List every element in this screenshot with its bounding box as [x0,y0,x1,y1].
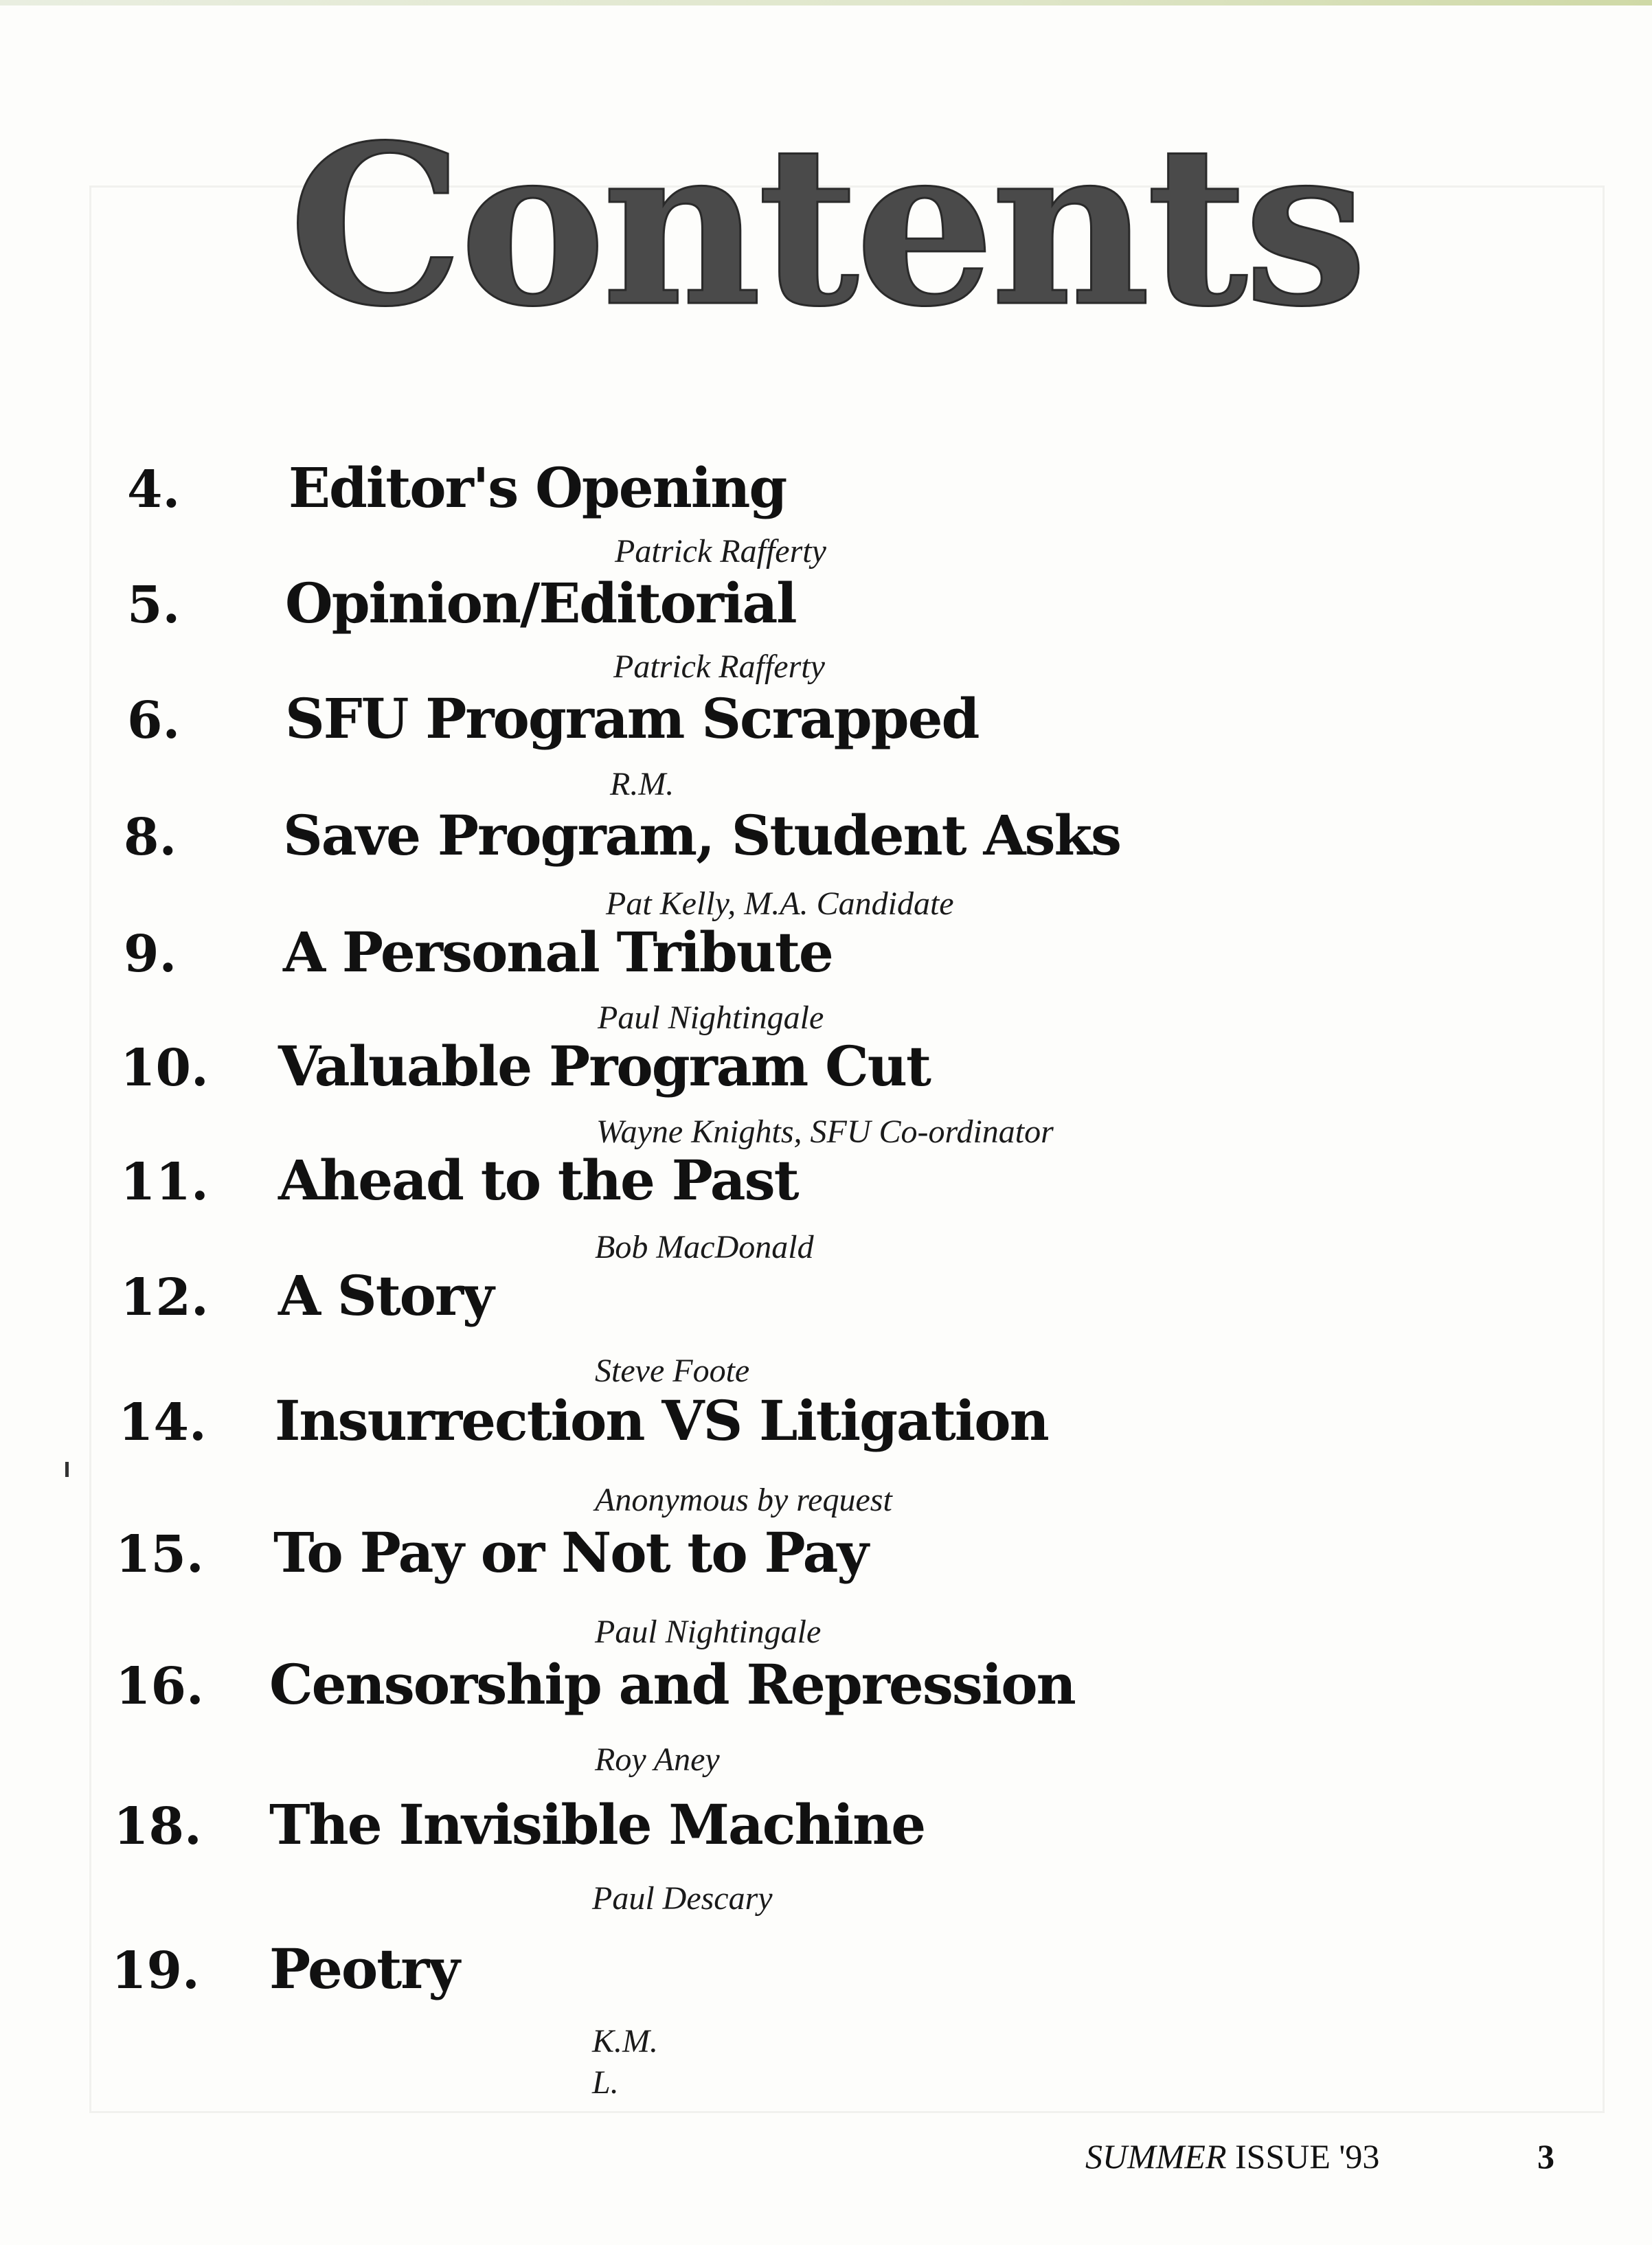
entry-page-number: 14. [118,1393,207,1452]
contents-entry [0,1520,1652,1650]
entry-title: A Story [278,1263,493,1328]
entry-page-number: 15. [115,1525,204,1584]
entry-page-number: 12. [120,1268,209,1327]
entry-page-number: 5. [127,576,181,635]
entry-page-number: 19. [111,1941,200,2000]
entry-title: A Personal Tribute [283,920,833,984]
entry-title: Valuable Program Cut [278,1034,930,1098]
page-title: Contents [288,98,1364,355]
entry-page-number: 6. [127,691,181,750]
entry-author: Paul Descary [592,1880,773,1917]
entry-title: Censorship and Repression [269,1652,1075,1717]
contents-entry [0,1792,1652,1917]
entry-author: Pat Kelly, M.A. Candidate [606,885,954,922]
entry-page-number: 4. [127,460,181,519]
contents-entry [0,571,1652,692]
entry-author: Wayne Knights, SFU Co-ordinator [596,1114,1054,1150]
contents-entry [0,455,1652,577]
entry-author: Roy Aney [595,1741,720,1778]
entry-author: K.M. [592,2023,658,2060]
contents-entry [0,1652,1652,1778]
contents-entry [0,803,1652,925]
entry-title: To Pay or Not to Pay [273,1520,868,1585]
entry-author: Paul Nightingale [595,1614,822,1650]
entry-page-number: 8. [124,808,177,867]
contents-entry [0,1388,1652,1518]
entry-page-number: 16. [115,1657,204,1716]
entry-title: Opinion/Editorial [285,571,796,635]
entry-author: Steve Foote [595,1353,750,1389]
page-number: 3 [1537,2137,1554,2176]
margin-mark [65,1462,69,1477]
entry-title: SFU Program Scrapped [285,686,979,751]
issue-year: ISSUE '93 [1226,2137,1380,2176]
issue-footer [1085,2136,1379,2176]
entry-author: Anonymous by request [595,1482,892,1518]
entry-title: Peotry [269,1937,459,2001]
scan-edge [0,0,1652,5]
entry-page-number: 10. [120,1039,209,1098]
contents-entry [0,920,1652,1041]
entry-page-number: 9. [124,925,177,984]
entry-author: R.M. [610,766,675,802]
entry-page-number: 11. [120,1153,209,1212]
entry-page-number: 18. [113,1797,202,1856]
contents-entry [0,1148,1652,1270]
entry-author: Patrick Rafferty [615,533,826,569]
entry-title: Editor's Opening [288,455,787,520]
entry-author: L. [592,2064,619,2101]
entry-title: Save Program, Student Asks [283,803,1121,868]
contents-entry [0,686,1652,808]
entry-title: Insurrection VS Litigation [275,1388,1048,1453]
entry-author: Patrick Rafferty [613,648,825,685]
entry-title: The Invisible Machine [269,1792,925,1857]
issue-season: SUMMER [1085,2137,1227,2176]
contents-entry [0,1937,1652,2101]
entry-author: Paul Nightingale [598,1000,824,1036]
contents-entry [0,1034,1652,1155]
entry-title: Ahead to the Past [278,1148,798,1212]
entry-author: Bob MacDonald [595,1229,814,1265]
contents-entry [0,1263,1652,1389]
